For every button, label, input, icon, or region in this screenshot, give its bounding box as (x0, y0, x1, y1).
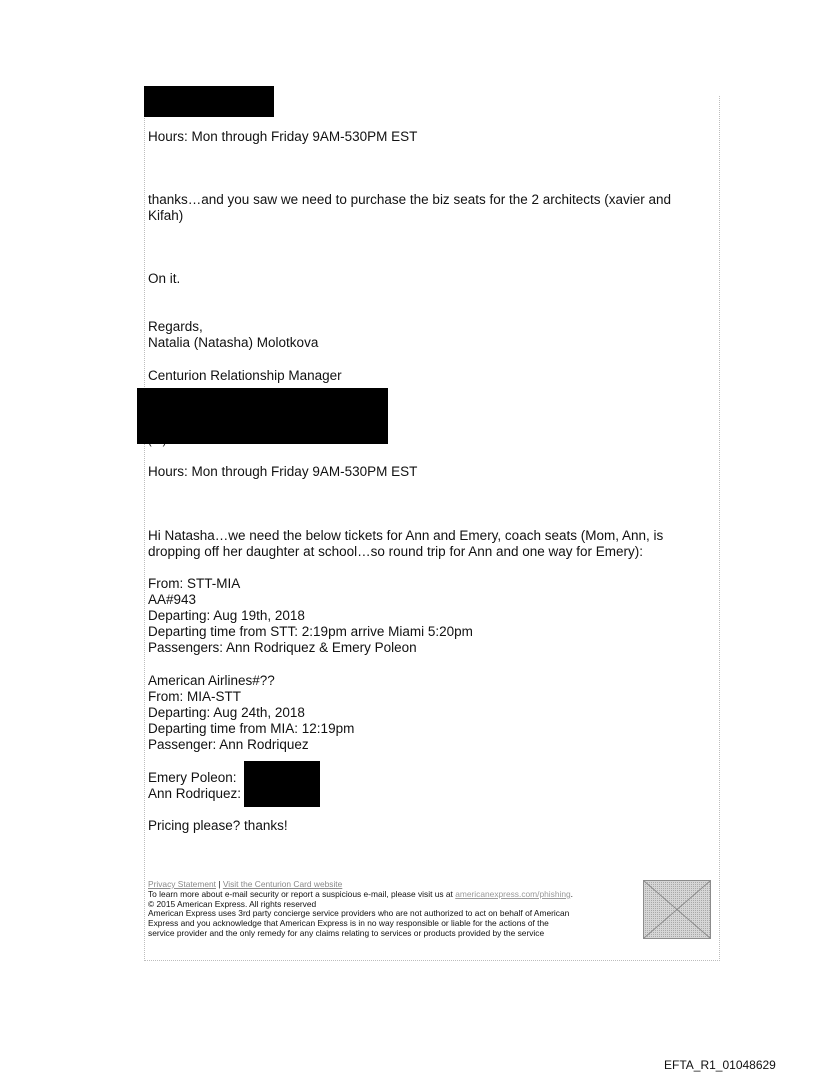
redaction-block-contact (137, 388, 388, 444)
disclaimer-line: American Express uses 3rd party concierge service providers who are not authorized to act on behalf of American (148, 908, 570, 919)
signature (148, 319, 318, 351)
broken-image-icon (643, 880, 711, 939)
footer-separator: | (218, 879, 221, 889)
security-notice: To learn more about e-mail security or report a suspicious e-mail, please visit us at americanexpress.com/phishing. (148, 888, 573, 899)
signature-title: Centurion Relationship Manager (148, 368, 342, 383)
redaction-block-passenger (244, 761, 320, 807)
disclaimer-line: Express and you acknowledge that American Express is in no way responsible or liable for the actions of the (148, 918, 549, 929)
hours-line: Hours: Mon through Friday 9AM-530PM EST (148, 129, 418, 144)
signature-regards: Regards, (148, 319, 203, 334)
phishing-link[interactable]: americanexpress.com/phishing (455, 888, 571, 899)
hours-line-2: Hours: Mon through Friday 9AM-530PM EST (148, 464, 418, 479)
disclaimer-line: service provider and the only remedy for any claims relating to services or products provided by the service (148, 927, 545, 938)
document-id: EFTA_R1_01048629 (664, 1058, 776, 1072)
reply-thanks: thanks…and you saw we need to purchase the biz seats for the 2 architects (xavier and Kifah) (148, 192, 672, 223)
signature-name: Natalia (Natasha) Molotkova (148, 335, 319, 350)
centurion-website-link[interactable]: Visit the Centurion Card website (222, 879, 343, 889)
email-footer (148, 880, 640, 939)
redaction-block (144, 86, 274, 117)
passenger-details (148, 770, 241, 802)
closing-line: Pricing please? thanks! (148, 818, 288, 833)
passenger-label-emery: Emery Poleon: (148, 770, 237, 785)
passenger-label-ann: Ann Rodriquez: (148, 786, 242, 801)
reply-on-it: On it. (148, 271, 181, 286)
flight-outbound: From: STT-MIA AA#943 Departing: Aug 19th, 2018 Departing time from STT: 2:19pm arrive Miami 5:20pm Passengers: Ann Rodriquez & Emery Poleon (148, 576, 473, 655)
flight-return: American Airlines#?? From: MIA-STT Departing: Aug 24th, 2018 Departing time from MIA: 12:19pm Passenger: Ann Rodriquez (148, 673, 355, 752)
privacy-statement-link[interactable]: Privacy Statement (148, 879, 216, 889)
request-intro: Hi Natasha…we need the below tickets for Ann and Emery, coach seats (Mom, Ann, is dropping off her daughter at school…so round trip for Ann and one way for Emery): (148, 528, 664, 559)
copyright-line: © 2015 American Express. All rights reserved (148, 898, 317, 909)
